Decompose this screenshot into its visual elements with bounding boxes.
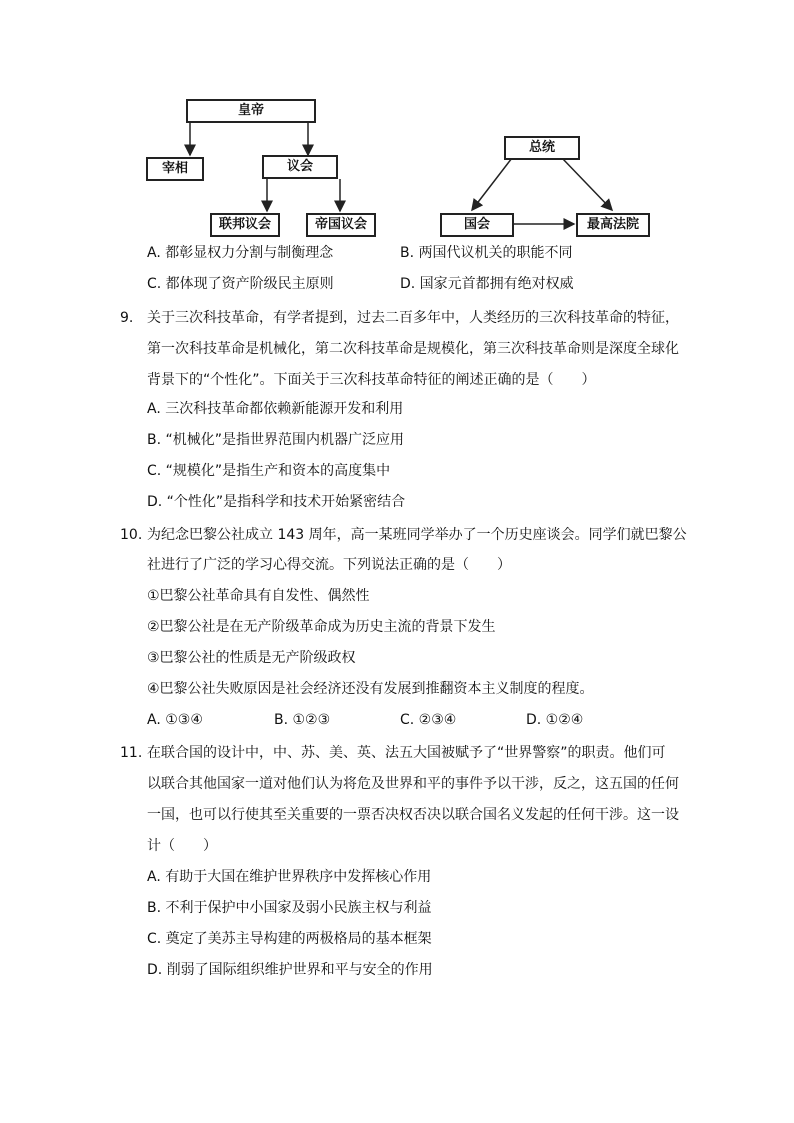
q10-stem-line: 为纪念巴黎公社成立 143 周年，高一某班同学举办了一个历史座谈会。同学们就巴黎公 — [147, 527, 687, 543]
q11-stem-line: 计（ ） — [147, 838, 217, 854]
q10-item-2: ②巴黎公社是在无产阶级革命成为历史主流的背景下发生 — [147, 619, 496, 635]
q9-option-a: A. 三次科技革命都依赖新能源开发和利用 — [147, 401, 404, 417]
q8-option-c: C. 都体现了资产阶级民主原则 — [147, 276, 334, 292]
q10-option-b: B. ①②③ — [274, 712, 331, 728]
q11-stem-line: 在联合国的设计中，中、苏、美、英、法五大国被赋予了“世界警察”的职责。他们可 — [147, 745, 666, 761]
federal-council-box: 联邦议会 — [210, 213, 280, 237]
q9-stem-line: 关于三次科技革命，有学者提到，过去二百多年中，人类经历的三次科技革命的特征， — [147, 310, 679, 326]
diagram-connectors — [0, 0, 794, 240]
q11-number: 11. — [120, 745, 143, 761]
q11-option-c: C. 奠定了美苏主导构建的两极格局的基本框架 — [147, 931, 432, 947]
q9-option-d: D. “个性化”是指科学和技术开始紧密结合 — [147, 494, 406, 510]
q9-number: 9. — [120, 310, 134, 326]
imperial-diet-box: 帝国议会 — [306, 213, 376, 237]
q9-option-c: C. “规模化”是指生产和资本的高度集中 — [147, 463, 391, 479]
q10-option-d: D. ①②④ — [526, 712, 584, 728]
q8-option-a: A. 都彰显权力分割与制衡理念 — [147, 245, 334, 261]
q9-option-b: B. “机械化”是指世界范围内机器广泛应用 — [147, 432, 405, 448]
q11-stem-line: 一国，也可以行使其至关重要的一票否决权否决以联合国名义发起的任何干涉。这一设 — [147, 807, 679, 823]
q10-number: 10. — [120, 527, 143, 543]
congress-box: 国会 — [440, 213, 514, 237]
q8-option-b: B. 两国代议机关的职能不同 — [400, 245, 573, 261]
q10-option-c: C. ②③④ — [400, 712, 457, 728]
q11-stem-line: 以联合其他国家一道对他们认为将危及世界和平的事件予以干涉，反之，这五国的任何 — [147, 776, 679, 792]
q10-stem-line: 社进行了广泛的学习心得交流。下列说法正确的是（ ） — [147, 557, 511, 573]
q10-option-a: A. ①③④ — [147, 712, 203, 728]
parliament-box: 议会 — [262, 155, 338, 179]
q9-stem-line: 背景下的“个性化”。下面关于三次科技革命特征的阐述正确的是（ ） — [147, 372, 596, 388]
chancellor-box: 宰相 — [146, 157, 204, 181]
q10-item-1: ①巴黎公社革命具有自发性、偶然性 — [147, 588, 370, 604]
q10-item-4: ④巴黎公社失败原因是社会经济还没有发展到推翻资本主义制度的程度。 — [147, 681, 594, 697]
supreme-court-box: 最高法院 — [576, 213, 650, 237]
q11-option-a: A. 有助于大国在维护世界秩序中发挥核心作用 — [147, 869, 432, 885]
q8-option-d: D. 国家元首都拥有绝对权威 — [400, 276, 574, 292]
q11-option-d: D. 削弱了国际组织维护世界和平与安全的作用 — [147, 962, 433, 978]
q10-item-3: ③巴黎公社的性质是无产阶级政权 — [147, 650, 356, 666]
emperor-box: 皇帝 — [186, 99, 316, 123]
president-box: 总统 — [504, 136, 580, 160]
q11-option-b: B. 不利于保护中小国家及弱小民族主权与利益 — [147, 900, 432, 916]
q9-stem-line: 第一次科技革命是机械化，第二次科技革命是规模化，第三次科技革命则是深度全球化 — [147, 341, 679, 357]
